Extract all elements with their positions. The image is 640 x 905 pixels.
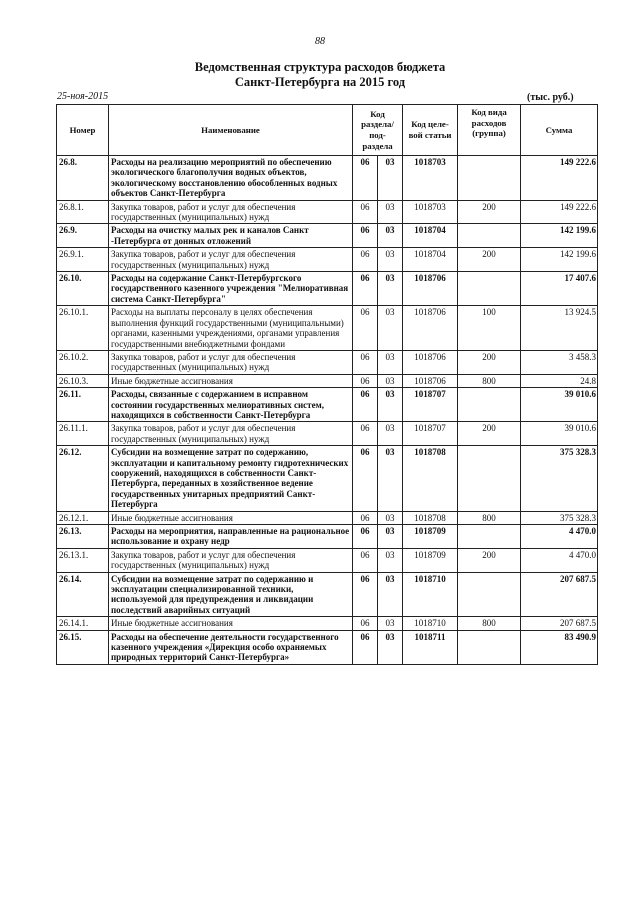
table-row (57, 511, 598, 524)
row-sum: 149 222.6 (521, 156, 598, 201)
row-target-code: 1018704 (403, 248, 458, 272)
row-expense-type: 800 (458, 374, 521, 387)
row-number: 26.9. (57, 224, 109, 248)
row-sum: 207 687.5 (521, 572, 598, 617)
row-sum: 142 199.6 (521, 248, 598, 272)
row-name: Расходы на выплаты персоналу в целях обеспечения выполнения функций государственными (муниципальными) органами, казенными учреждениями, органами управления государственными внебюджетными фондами (109, 306, 353, 351)
row-number: 26.11. (57, 388, 109, 422)
row-target-code: 1018703 (403, 156, 458, 201)
row-target-code: 1018704 (403, 224, 458, 248)
table-row (57, 446, 598, 511)
row-expense-type: 200 (458, 422, 521, 446)
row-name: Иные бюджетные ассигнования (109, 617, 353, 630)
row-expense-type (458, 272, 521, 306)
row-subsection: 03 (378, 630, 403, 664)
row-sum: 142 199.6 (521, 224, 598, 248)
row-section: 06 (353, 525, 378, 549)
row-number: 26.12.1. (57, 511, 109, 524)
row-target-code: 1018706 (403, 350, 458, 374)
row-expense-type (458, 572, 521, 617)
row-name: Закупка товаров, работ и услуг для обеспечения государственных (муниципальных) нужд (109, 200, 353, 224)
row-subsection: 03 (378, 374, 403, 387)
row-expense-type: 200 (458, 248, 521, 272)
row-name: Закупка товаров, работ и услуг для обеспечения государственных (муниципальных) нужд (109, 350, 353, 374)
row-subsection: 03 (378, 388, 403, 422)
table-row (57, 156, 598, 201)
row-number: 26.9.1. (57, 248, 109, 272)
row-number: 26.10.1. (57, 306, 109, 351)
row-target-code: 1018707 (403, 422, 458, 446)
row-name: Расходы на реализацию мероприятий по обеспечению экологического благополучия водных объектов, экологическому восстановлению обособленных водных объектов Санкт-Петербурга (109, 156, 353, 201)
header-name: Наименование (109, 105, 353, 156)
row-expense-type: 200 (458, 350, 521, 374)
document-date: 25-ноя-2015 (57, 91, 109, 102)
row-number: 26.10.2. (57, 350, 109, 374)
row-section: 06 (353, 374, 378, 387)
row-sum: 149 222.6 (521, 200, 598, 224)
row-section: 06 (353, 272, 378, 306)
row-subsection: 03 (378, 272, 403, 306)
row-section: 06 (353, 306, 378, 351)
row-expense-type: 200 (458, 200, 521, 224)
table-row (57, 350, 598, 374)
row-name: Закупка товаров, работ и услуг для обеспечения государственных (муниципальных) нужд (109, 422, 353, 446)
header-section-code: Код раздела/ под- раздела (353, 105, 403, 156)
table-row (57, 248, 598, 272)
row-number: 26.10.3. (57, 374, 109, 387)
row-name: Субсидии на возмещение затрат по содержанию и эксплуатации специализированной техники, используемой для предупреждения и ликвидации последствий аварийных ситуаций (109, 572, 353, 617)
row-section: 06 (353, 388, 378, 422)
row-sum: 24.8 (521, 374, 598, 387)
row-name: Расходы, связанные с содержанием в исправном состоянии государственных мелиоративных систем, находящихся в собственности Санкт-Петербурга (109, 388, 353, 422)
row-sum: 17 407.6 (521, 272, 598, 306)
row-section: 06 (353, 422, 378, 446)
row-section: 06 (353, 617, 378, 630)
row-number: 26.11.1. (57, 422, 109, 446)
row-sum: 207 687.5 (521, 617, 598, 630)
header-sum: Сумма (521, 105, 598, 156)
row-subsection: 03 (378, 224, 403, 248)
row-section: 06 (353, 350, 378, 374)
row-expense-type (458, 156, 521, 201)
row-number: 26.8. (57, 156, 109, 201)
table-row (57, 272, 598, 306)
row-name: Расходы на содержание Санкт-Петербургского государственного казенного учреждения "Мелиоративная система Санкт-Петербурга" (109, 272, 353, 306)
row-subsection: 03 (378, 306, 403, 351)
row-expense-type: 800 (458, 511, 521, 524)
row-section: 06 (353, 446, 378, 511)
row-sum: 375 328.3 (521, 446, 598, 511)
table-row (57, 617, 598, 630)
row-target-code: 1018707 (403, 388, 458, 422)
header-target-code: Код целе- вой статьи (403, 105, 458, 156)
row-target-code: 1018710 (403, 572, 458, 617)
row-sum: 39 010.6 (521, 422, 598, 446)
row-name: Субсидии на возмещение затрат по содержанию, эксплуатации и капитальному ремонту гидротехнических сооружений, находящихся в собственности Санкт-Петербурга, переданных в хозяйственное ведение государственных унитарных предприятий Санкт-Петербурга (109, 446, 353, 511)
row-sum: 39 010.6 (521, 388, 598, 422)
row-number: 26.12. (57, 446, 109, 511)
document-title (0, 60, 640, 90)
row-target-code: 1018709 (403, 548, 458, 572)
row-sum: 83 490.9 (521, 630, 598, 664)
table-row (57, 200, 598, 224)
row-sum: 4 470.0 (521, 548, 598, 572)
table-row (57, 388, 598, 422)
row-expense-type (458, 224, 521, 248)
row-number: 26.13.1. (57, 548, 109, 572)
table-header-row (57, 105, 598, 156)
title-line-1: Ведомственная структура расходов бюджета (194, 60, 446, 74)
row-target-code: 1018706 (403, 374, 458, 387)
row-subsection: 03 (378, 617, 403, 630)
row-expense-type (458, 388, 521, 422)
row-number: 26.13. (57, 525, 109, 549)
row-expense-type (458, 630, 521, 664)
row-section: 06 (353, 224, 378, 248)
row-target-code: 1018703 (403, 200, 458, 224)
table-row (57, 374, 598, 387)
table-row (57, 548, 598, 572)
row-name: Иные бюджетные ассигнования (109, 374, 353, 387)
row-subsection: 03 (378, 548, 403, 572)
row-section: 06 (353, 630, 378, 664)
row-section: 06 (353, 200, 378, 224)
row-name: Расходы на мероприятия, направленные на рациональное использование и охрану недр (109, 525, 353, 549)
row-number: 26.14. (57, 572, 109, 617)
row-name: Расходы на очистку малых рек и каналов Санкт -Петербурга от донных отложений (109, 224, 353, 248)
row-expense-type: 100 (458, 306, 521, 351)
row-number: 26.15. (57, 630, 109, 664)
row-number: 26.10. (57, 272, 109, 306)
row-target-code: 1018708 (403, 511, 458, 524)
row-target-code: 1018711 (403, 630, 458, 664)
row-subsection: 03 (378, 350, 403, 374)
header-number: Номер (57, 105, 109, 156)
row-expense-type (458, 446, 521, 511)
row-target-code: 1018706 (403, 306, 458, 351)
row-number: 26.14.1. (57, 617, 109, 630)
row-subsection: 03 (378, 525, 403, 549)
row-section: 06 (353, 511, 378, 524)
row-expense-type: 200 (458, 548, 521, 572)
table-row (57, 572, 598, 617)
row-expense-type (458, 525, 521, 549)
row-subsection: 03 (378, 572, 403, 617)
row-subsection: 03 (378, 156, 403, 201)
row-sum: 4 470.0 (521, 525, 598, 549)
row-target-code: 1018710 (403, 617, 458, 630)
row-section: 06 (353, 248, 378, 272)
row-section: 06 (353, 572, 378, 617)
row-sum: 375 328.3 (521, 511, 598, 524)
table-row (57, 422, 598, 446)
budget-table (56, 104, 598, 665)
row-section: 06 (353, 156, 378, 201)
title-line-2: Санкт-Петербурга на 2015 год (234, 75, 406, 89)
table-row (57, 224, 598, 248)
row-subsection: 03 (378, 511, 403, 524)
row-subsection: 03 (378, 200, 403, 224)
row-sum: 13 924.5 (521, 306, 598, 351)
row-target-code: 1018709 (403, 525, 458, 549)
units-label: (тыс. руб.) (527, 92, 574, 103)
row-subsection: 03 (378, 446, 403, 511)
row-subsection: 03 (378, 422, 403, 446)
row-name: Закупка товаров, работ и услуг для обеспечения государственных (муниципальных) нужд (109, 248, 353, 272)
row-name: Закупка товаров, работ и услуг для обеспечения государственных (муниципальных) нужд (109, 548, 353, 572)
row-target-code: 1018708 (403, 446, 458, 511)
header-expense-type: Код вида расходов (группа) (458, 105, 521, 156)
page-number: 88 (315, 36, 325, 47)
row-sum: 3 458.3 (521, 350, 598, 374)
row-section: 06 (353, 548, 378, 572)
row-target-code: 1018706 (403, 272, 458, 306)
table-body (57, 156, 598, 665)
row-name: Иные бюджетные ассигнования (109, 511, 353, 524)
table-row (57, 306, 598, 351)
row-expense-type: 800 (458, 617, 521, 630)
row-subsection: 03 (378, 248, 403, 272)
row-number: 26.8.1. (57, 200, 109, 224)
table-row (57, 525, 598, 549)
table-row (57, 630, 598, 664)
row-name: Расходы на обеспечение деятельности государственного казенного учреждения «Дирекция особо охраняемых природных территорий Санкт-Петербурга» (109, 630, 353, 664)
